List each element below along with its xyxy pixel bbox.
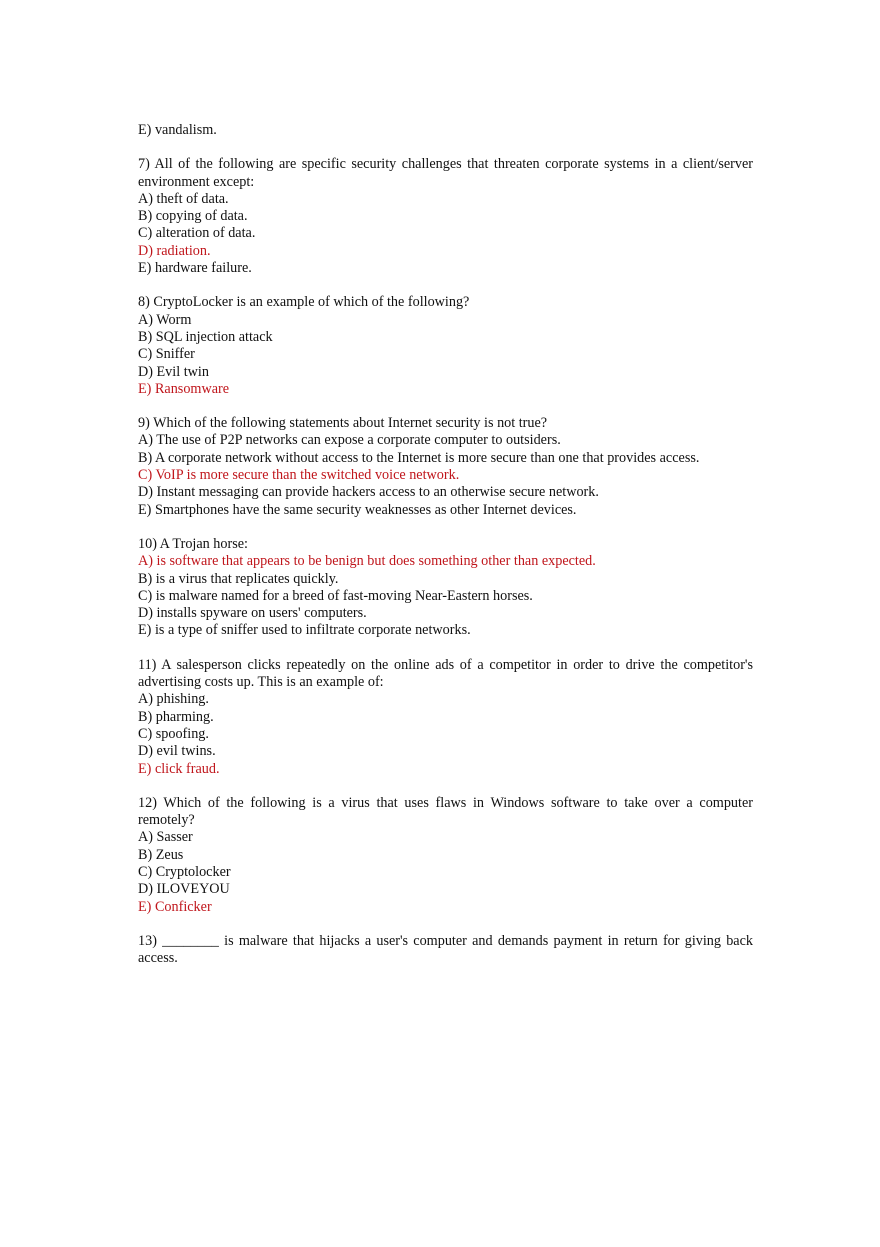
spacer [138,277,753,294]
option-a: A) Worm [138,311,192,328]
question-stem: 10) A Trojan horse: [138,535,248,552]
question-8 [138,294,753,398]
question-10 [138,536,753,640]
option-a: A) theft of data. [138,190,229,207]
option-b: B) A corporate network without access to the Internet is more secure than one that provides access. [138,449,700,466]
option-d: D) installs spyware on users' computers. [138,605,367,622]
page-content [138,122,757,967]
option-e: E) is a type of sniffer used to infiltrate corporate networks. [138,622,471,639]
question-stem: 9) Which of the following statements about Internet security is not true? [138,415,548,432]
spacer [138,916,753,933]
question-stem: 12) Which of the following is a virus that uses flaws in Windows software to take over a computer remotely? [138,794,757,829]
option-d: D) Evil twin [138,363,209,380]
question-13 [138,932,757,968]
option-a: A) The use of P2P networks can expose a corporate computer to outsiders. [138,432,561,449]
option-b: B) is a virus that replicates quickly. [138,570,339,587]
option-e: E) Smartphones have the same security weaknesses as other Internet devices. [138,501,577,518]
question-stem: 11) A salesperson clicks repeatedly on the online ads of a competitor in order to drive the competitor's advertising costs up. This is an example of: [138,656,757,691]
option-b: B) Zeus [138,846,184,863]
spacer [138,640,753,657]
option-c: C) spoofing. [138,725,209,742]
question-12 [138,794,757,916]
correct-option-c: C) VoIP is more secure than the switched voice network. [138,467,460,484]
correct-option-e: E) Ransomware [138,380,230,397]
question-9 [138,415,753,519]
correct-option-e: E) click fraud. [138,760,220,777]
option-c: C) Sniffer [138,346,195,363]
option-b: B) copying of data. [138,208,248,225]
option-d: D) Instant messaging can provide hackers access to an otherwise secure network. [138,484,599,501]
option-c: C) Cryptolocker [138,863,231,880]
spacer [138,139,753,156]
question-stem: 13) ________ is malware that hijacks a user's computer and demands payment in return for giving back access. [138,932,757,967]
option-d: D) ILOVEYOU [138,881,230,898]
option-a: A) phishing. [138,691,209,708]
correct-option-e: E) Conficker [138,898,212,915]
correct-option-a: A) is software that appears to be benign but does something other than expected. [138,553,596,570]
option-d: D) evil twins. [138,743,216,760]
option-e: E) hardware failure. [138,260,252,277]
spacer [138,519,753,536]
option-b: B) pharming. [138,708,214,725]
question-7 [138,156,757,277]
option-c: C) is malware named for a breed of fast-moving Near-Eastern horses. [138,587,533,604]
option-c: C) alteration of data. [138,225,256,242]
spacer [138,778,753,795]
spacer [138,398,753,415]
question-11 [138,656,757,778]
question-stem: 7) All of the following are specific security challenges that threaten corporate systems in a client/server environment except: [138,156,757,190]
question-stem: 8) CryptoLocker is an example of which of the following? [138,294,470,311]
option-a: A) Sasser [138,829,193,846]
option-b: B) SQL injection attack [138,328,273,345]
correct-option-d: D) radiation. [138,242,211,259]
leading-option-text: E) vandalism. [138,122,217,138]
